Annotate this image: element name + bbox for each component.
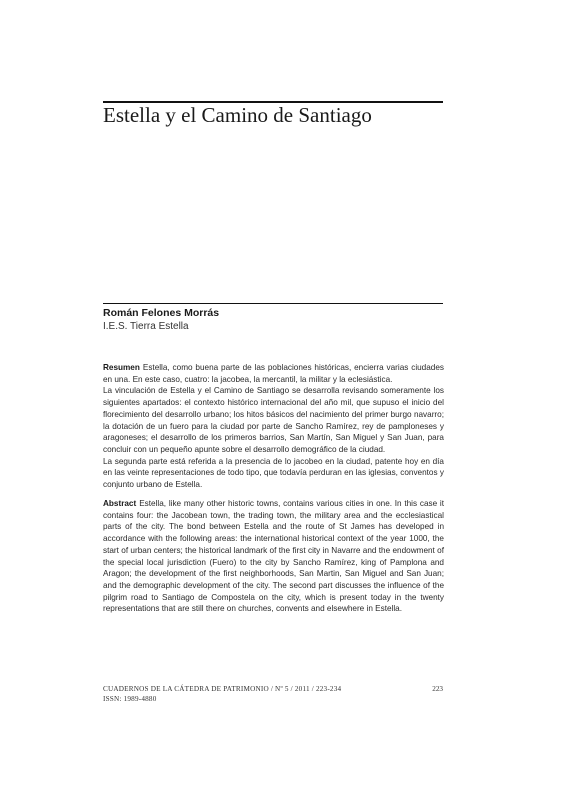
resumen-text-1: Estella, como buena parte de las poblaciones históricas, encierra varias ciudades en una. En este caso, cuatro: la jacobea, la mercantil, la militar y la eclesiástica. <box>103 363 444 384</box>
resumen-label: Resumen <box>103 363 140 372</box>
abstract-paragraph <box>103 498 444 615</box>
abstract-text: Estella, like many other historic towns, contains various cities in one. In this case it contains four: the Jacobean town, the trading town, the military area and the ecclesiastical parts of the city. The bond between Estella and the route of St James has developed in accordance with the following areas: the international historical context of the year 1000, the start of urban centers; the historical landmark of the first city in Navarre and the endowment of the special local jurisdiction (Fuero) to the city by Sancho Ramírez, king of Pamplona and Aragon; the development of the first neighborhoods, San Martin, San Miguel and San Juan; and the demographic development of the city. The second part discusses the influence of the pilgrim road to Santiago de Compostela on the city, which is present today in the twenty representations that are still there on churches, convents and elsewhere in Estella. <box>103 499 444 614</box>
footer-journal-citation: CUADERNOS DE LA CÁTEDRA DE PATRIMONIO / Nº 5 / 2011 / 223-234 <box>103 685 342 693</box>
article-title: Estella y el Camino de Santiago <box>103 103 372 127</box>
author-name: Román Felones Morrás <box>103 307 220 319</box>
resumen-paragraph: La vinculación de Estella y el Camino de Santiago se desarrolla revisando someramente los siguientes apartados: el contexto histórico internacional del año mil, que supuso el inicio del florecimiento del desarrollo urbano; los hitos básicos del nacimiento del primer burgo navarro; la dotación de un fuero para la ciudad por parte de Sancho Ramírez, rey de pamploneses y aragoneses; el desarrollo de los primeros barrios, San Martín, San Miguel y San Juan, para concluir con un pequeño apunte sobre el desarrollo demográfico de la ciudad. <box>103 386 444 454</box>
author-affiliation: I.E.S. Tierra Estella <box>103 321 189 332</box>
resumen-paragraph <box>103 362 444 385</box>
abstract-label: Abstract <box>103 499 137 508</box>
resumen-paragraph: La segunda parte está referida a la presencia de lo jacobeo en la ciudad, patente hoy en día en las veinte representaciones de todo tipo, que todavía perduran en las iglesias, conventos y conjunto urbano de Estella. <box>103 456 444 490</box>
abstract-section <box>103 498 444 615</box>
author-top-rule <box>103 303 443 304</box>
resumen-section <box>103 362 444 491</box>
footer-issn: ISSN: 1989-4880 <box>103 695 157 703</box>
page-number: 223 <box>432 685 443 693</box>
